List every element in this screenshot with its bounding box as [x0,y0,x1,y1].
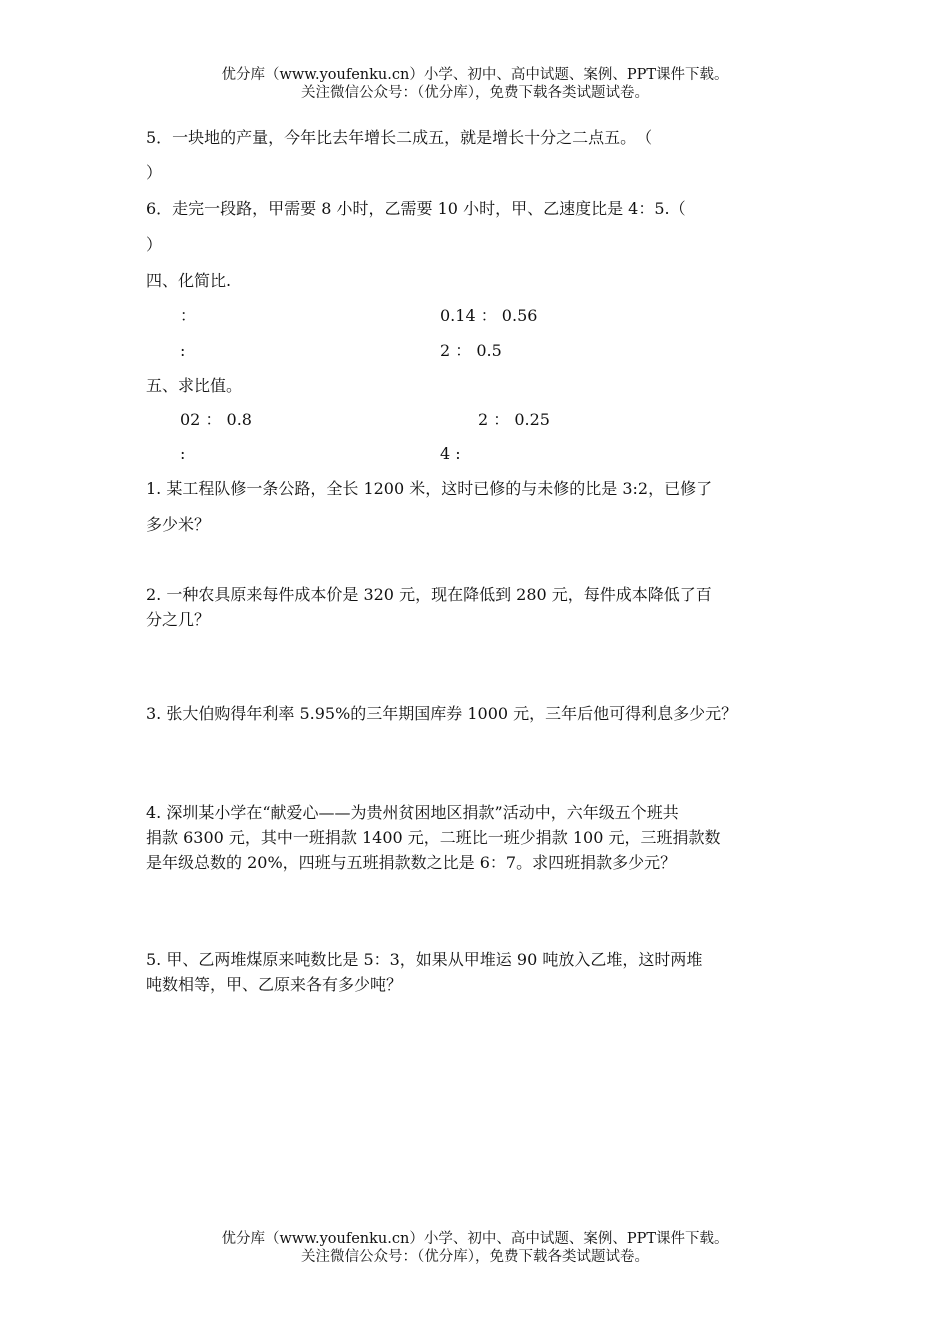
simplify-row2-left: : [180,341,186,360]
simplify-row1-right: 0.14 ： 0.56 [440,306,538,325]
page-header [0,66,950,102]
problem-4-line1: 4. 深圳某小学在“献爱心——为贵州贫困地区捐款”活动中，六年级五个班共 [146,803,679,822]
ratio-row1-right: 2 ： 0.25 [478,410,550,429]
problem-2-line1: 2. 一种农具原来每件成本价是 320 元，现在降低到 280 元，每件成本降低了百 [146,585,712,604]
ratio-row1-left: 02 ： 0.8 [180,410,252,429]
simplify-row1-left: ： [180,306,197,325]
problem-4-line2: 捐款 6300 元，其中一班捐款 1400 元，二班比一班少捐款 100 元，三班捐款数 [146,828,721,847]
header-line-1: 优分库（www.youfenku.cn）小学、初中、高中试题、案例、PPT课件下载。 [221,67,729,83]
judge-q6-line2: ） [146,235,163,254]
judge-q6-line1: 6．走完一段路，甲需要 8 小时，乙需要 10 小时，甲、乙速度比是 4：5.（ [146,199,686,218]
footer-line-1: 优分库（www.youfenku.cn）小学、初中、高中试题、案例、PPT课件下载。 [221,1231,729,1247]
problem-5 [146,949,826,996]
problem-5-line1: 5. 甲、乙两堆煤原来吨数比是 5：3，如果从甲堆运 90 吨放入乙堆，这时两堆 [146,950,703,969]
problem-4-line3: 是年级总数的 20%，四班与五班捐款数之比是 6：7。求四班捐款多少元？ [146,853,677,872]
section-ratio-value-title: 五、求比值。 [146,376,243,395]
problem-2-line2: 分之几？ [146,610,211,629]
problem-1-line1: 1. 某工程队修一条公路，全长 1200 米，这时已修的与未修的比是 3:2，已修了 [146,479,713,498]
ratio-row2-left: : [180,444,186,463]
problem-4 [146,802,826,874]
judge-q5-line2: ） [146,163,163,182]
judge-q5-line1: 5．一块地的产量，今年比去年增长二成五，就是增长十分之二点五。 （ [146,128,653,147]
problem-5-line2: 吨数相等，甲、乙原来各有多少吨？ [146,975,403,994]
footer-line-2: 关注微信公众号：（优分库），免费下载各类试题试卷。 [301,1249,649,1265]
header-line-2: 关注微信公众号：（优分库），免费下载各类试题试卷。 [301,85,649,101]
problem-3-line1: 3. 张大伯购得年利率 5.95%的三年期国库券 1000 元，三年后他可得利息多少元？ [146,704,738,723]
section-simplify-title: 四、化简比. [146,271,232,290]
problem-1-line2: 多少米？ [146,515,211,534]
ratio-row2-right: 4 : [440,444,461,463]
page-footer [0,1230,950,1266]
simplify-row2-right: 2 ： 0.5 [440,341,502,360]
